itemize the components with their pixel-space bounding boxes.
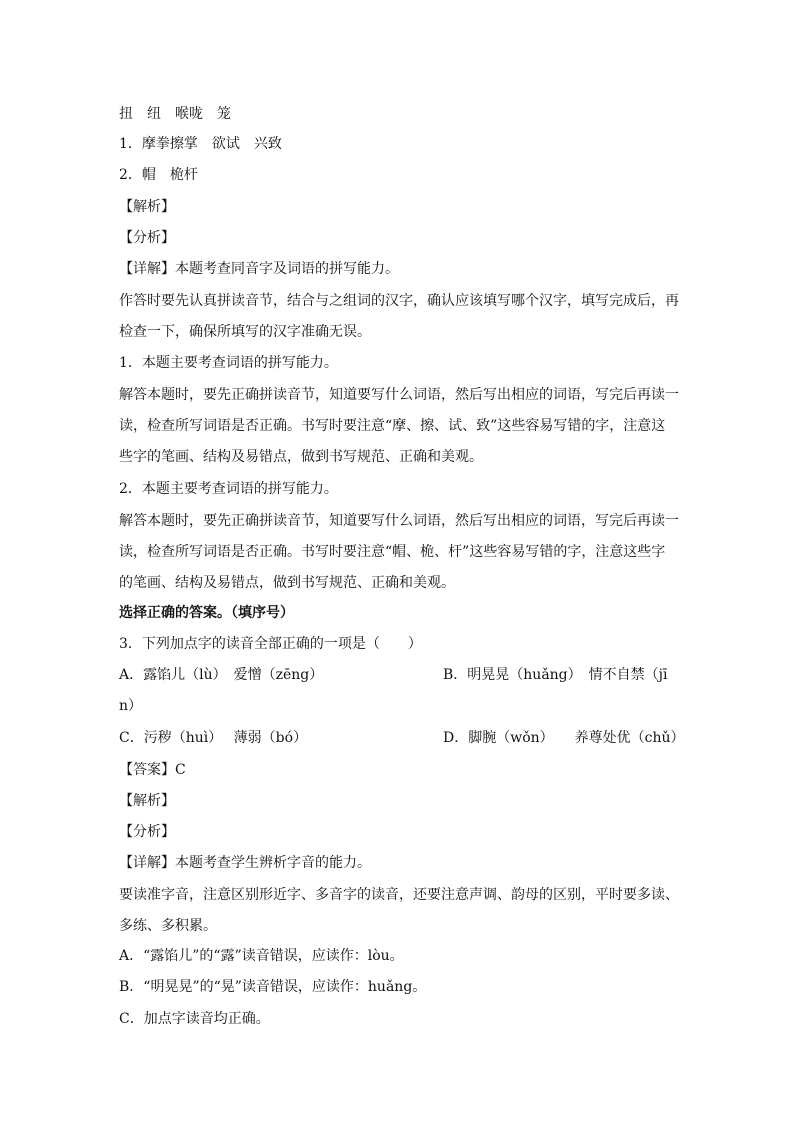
answer-item-2: 2．帽 桅杆 — [119, 167, 198, 183]
question-3-option-a: A．露馅儿（lù） 爱憎（zēng） — [119, 667, 324, 683]
analysis-label-2: 【解析】 — [119, 793, 175, 809]
paragraph-instructions: 作答时要先认真拼读音节，结合与之组词的汉字，确认应该填写哪个汉字，填写完成后，再检查一下，确保所填写的汉字准确无误。 — [119, 293, 679, 340]
section-heading: 选择正确的答案。（填序号） — [119, 605, 294, 621]
explanation-c: C．加点字读音均正确。 — [119, 1011, 270, 1027]
explanation-a: A．“露馅儿”的“露”读音错误，应读作：lòu。 — [119, 948, 404, 964]
fenxi-label: 【分析】 — [119, 230, 175, 246]
question-3-option-d: D．脚腕（wǒn） 养尊处优（chǔ） — [443, 730, 685, 746]
detail-label: 【详解】本题考查同音字及词语的拼写能力。 — [119, 261, 399, 277]
fenxi-label-2: 【分析】 — [119, 824, 175, 840]
explanation-b: B．“明晃晃”的“晃”读音错误，应读作：huǎng。 — [119, 979, 427, 995]
subsection-2-body: 解答本题时，要先正确拼读音节，知道要写什么词语，然后写出相应的词语，写完后再读一读，检查所写词语是否正确。书写时要注意“帽、桅、杆”这些容易写错的字，注意这些字的笔画、结构及易错点，做到书写规范、正确和美观。 — [119, 513, 679, 591]
subsection-1-body: 解答本题时，要先正确拼读音节，知道要写什么词语，然后写出相应的词语，写完后再读一读，检查所写词语是否正确。书写时要注意“摩、擦、试、致”这些容易写错的字，注意这些字的笔画、结构及易错点，做到书写规范、正确和美观。 — [119, 387, 679, 465]
question-3-option-c: C．污秽（huì） 薄弱（bó） — [119, 730, 308, 746]
question-3-option-b: B．明晃晃（huǎng） 情不自禁（jī — [443, 667, 668, 683]
answer-label: 【答案】C — [119, 762, 186, 778]
question-3-stem: 3．下列加点字的读音全部正确的一项是（ ） — [119, 636, 422, 652]
detail-label-2: 【详解】本题考查学生辨析字音的能力。 — [119, 855, 371, 871]
question-3-option-b-wrap: n） — [119, 698, 143, 714]
subsection-1-title: 1．本题主要考查词语的拼写能力。 — [119, 355, 338, 371]
analysis-label: 【解析】 — [119, 199, 175, 215]
subsection-2-title: 2．本题主要考查词语的拼写能力。 — [119, 481, 338, 497]
paragraph-pronunciation: 要读准字音，注意区别形近字、多音字的读音，还要注意声调、韵母的区别，平时要多读、多练、多积累。 — [119, 887, 679, 934]
top-words-line: 扭 纽 喉咙 笼 — [119, 106, 231, 122]
answer-item-1: 1．摩拳擦掌 欲试 兴致 — [119, 136, 282, 152]
